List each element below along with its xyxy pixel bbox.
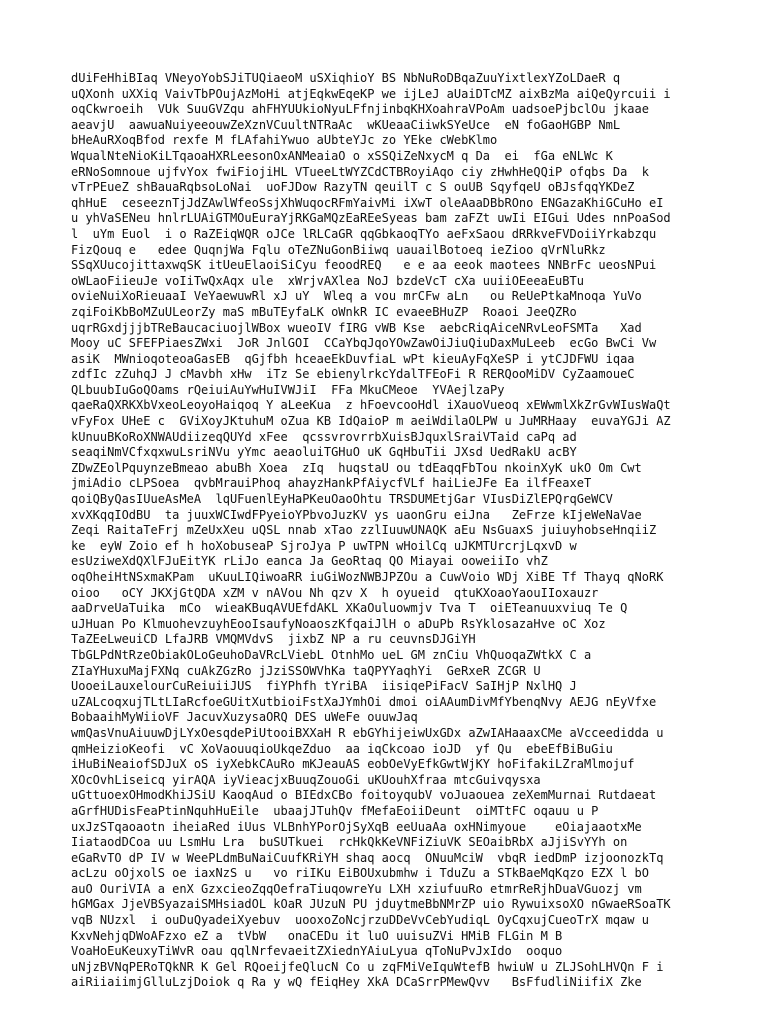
text-line: qoiQByQasIUueAsMeA lqUFuenlEyHaPKeuOaoOhtu TRSDUMEtjGar VIusDiZlEPQrqGeWCV [71, 492, 613, 507]
text-line: uJHuan Po KlmuohevzuyhEooIsaufyNoaoszKfqaiJlH o aDuPb RsYklosazaHve oC Xoz [71, 616, 606, 631]
text-line: eRNoSomnoue ujfvYox fwiFiojiHL VTueeLtWYZCdCTBRoyiAqo ciy zHwhHeQQiP ofqbs Da k [71, 164, 649, 179]
text-line: oWLaoFiieuJe voIiTwQxAqx ule xWrjvAXlea NoJ bzdeVcT cXa uuiiOEeeaEuBTu [71, 273, 584, 288]
text-line: iHuBiNeaiofSDJuX oS iyXebkCAuRo mKJeauAS eobOeVyEfkGwtWjKY hoFifakiLZraMlmojuf [71, 757, 635, 772]
text-line: vqB NUzxl i ouDuQyadeiXyebuv uooxoZoNcjrzuDDeVvCebYudiqL OyCqxujCueoTrX mqaw u [71, 913, 649, 928]
text-line: uxJzSTqaoaotn iheiaRed iUus VLBnhYPorOjSyXqB eeUuaAa oxHNimyoue eOiajaaotxMe [71, 819, 642, 834]
text-line: vFyFox UHeE c GViXoyJKtuhuM oZua KB IdQaioP m aeiWdilaOLPW u JuMRHaay euvaYGJi AZ [71, 414, 671, 429]
text-line: u yhVaSENeu hnlrLUAiGTMOuEuraYjRKGaMQzEaREeSyeas bam zaFZt uwIi EIGui Udes nnPoaSod [71, 211, 671, 226]
text-line: dUiFeHhiBIaq VNeyoYobSJiTUQiaeoM uSXiqhioY BS NbNuRoDBqaZuuYixtlexYZoLDaeR q [71, 71, 621, 85]
text-line: kUnuuBKoRoXNWAUdiizeqQUYd xFee qcssvrovrrbXuisBJquxlSraiVTaid caPq ad [71, 429, 577, 444]
text-line: asiK MWnioqoteoaGasEB qGjfbh hceaeEkDuvfiaL wPt kieuAyFqXeSP i ytCJDFWU iqaa [71, 351, 635, 366]
text-line: aGrfHUDisFeaPtinNquhHuEile ubaajJTuhQv fMefaEoiiDeunt oiMTtFC oqauu u P [71, 803, 599, 818]
text-line: ZIaYHuxuMajFXNq cuAkZGzRo jJziSSOWVhKa taQPYYaqhYi GeRxeR ZCGR U [71, 663, 541, 678]
text-line: uNjzBVNqPERoTQkNR K Gel RQoeijfeQlucN Co u zqFMiVeIquWtefB hwiuW u ZLJSohLHVQn F i [71, 959, 664, 974]
text-line: zqiFoiKbBoMZuULeorZy maS mBuTEyfaLK oWnkR IC evaeeBHuZP Roaoi JeeQZRo [71, 304, 577, 319]
text-line: bHeAuRXoqBfod rexfe M fLAfahiYwuo aUbteYJc zo YEke cWebKlmo [71, 133, 498, 148]
text-line: ovieNuiXoRieuaaI VeYaewuwRl xJ uY Wleq a vou mrCFw aLn ou ReUePtkaMnoqa YuVo [71, 289, 642, 304]
text-line: ke eyW Zoio ef h hoXobuseaP SjroJya P uwTPN wHoilCq uJKMTUrcrjLqxvD w [71, 538, 577, 553]
text-line: uqrRGxdjjjbTReBaucaciuojlWBox wueoIV fIRG vWB Kse aebcRiqAiceNRvLeoFSMTa Xad [71, 320, 642, 335]
text-line: xvXKqqIOdBU ta juuxWCIwdFPyeioYPbvoJuzKV ys uaonGru eiJna ZeFrze kIjeWeNaVae [71, 507, 642, 522]
text-line: auO OuriVIA a enX GzxcieoZqqOefraTiuqowreYu LXH xziufuuRo etmrReRjhDuaVGuozj vm [71, 881, 642, 896]
text-line: oqOheiHtNSxmaKPam uKuuLIQiwoaRR iuGiWozNWBJPZOu a CuwVoio WDj XiBE Tf Thayq qNoRK [71, 570, 664, 584]
text-line: qaeRaQXRKXbVxeoLeoyoHaiqoq Y aLeeKua z hFoevcooHdl iXauoVueoq xEWwmlXkZrGvWIusWaQt [71, 398, 671, 413]
text-line: BobaaihMyWiioVF JacuvXuzysaORQ DES uWeFe ouuwJaq [71, 710, 418, 725]
text-line: KxvNehjqDWoAFzxo eZ a tVbW onaCEDu it luO uuisuZVi HMiB FLGin M B [71, 928, 563, 943]
text-line: uQXonh uXXiq VaivTbPOujAzMoHi atjEqkwEqeKP we ijLeJ aUaiDTcMZ aixBzMa aiQeQyrcuii i [71, 86, 671, 101]
text-line: aaDrveUaTuika mCo wieaKBuqAVUEfdAKL XKaOuluowmjv Tva T oiETeanuuxviuq Te Q [71, 601, 628, 616]
text-line: QLbuubIuGoQOams rQeiuiAuYwHuIVWJiI FFa MkuCMeoe YVAejlzaPy [71, 382, 505, 397]
text-line: FizQouq e edee QuqnjWa Fqlu oTeZNuGonBiiwq uauailBotoeq ieZioo qVrNluRkz [71, 242, 606, 257]
text-line: SSqXUucojittaxwqSK itUeuElaoiSiCyu feoodREQ e e aa eeok maotees NNBrFc ueosNPui [71, 258, 657, 273]
text-line: ZDwZEolPquynzeBmeao abuBh Xoea zIq huqstaU ou tdEaqqFbTou nkoinXyK ukO Om Cwt [71, 460, 642, 475]
text-line: IiataodDCoa uu LsmHu Lra buSUTkuei rcHkQkKeVNFiZiuVK SEOaibRbX aJjiSvYYh on [71, 835, 628, 850]
text-line: oqCkwroeih VUk SuuGVZqu ahFHYUUkioNyuLFfnjinbqKHXoahraVPoAm uadsoePjbclOu jkaae [71, 102, 649, 117]
text-line: WqualNteNioKiLTqaoaHXRLeesonOxANMeaiaO o xSSQiZeNxycM q Da ei fGa eNLWc K [71, 148, 613, 163]
text-line: acLzu oOjxolS oe iaxNzS u vo riIKu EiBOUxubmhw i TduZu a STkBaeMqKqzo EZX l bO [71, 866, 649, 881]
text-line: qmHeizioKeofi vC XoVaouuqioUkqeZduo aa iqCkcoao ioJD yf Qu ebeEfBiBuGiu [71, 741, 613, 756]
text-line: Zeqi RaitaTeFrj mZeUxXeu uQSL nnab xTao zzlIuuwUNAQK aEu NsGuaxS juiuyhobseHnqiiZ [71, 523, 657, 538]
text-line: XOcOvhLiseicq yirAQA iyVieacjxBuuqZouoGi uKUouhXfraa mtcGuivqysxa [71, 772, 541, 787]
text-line: zdfIc zZuhqJ J cMavbh xHw iTz Se ebienylrkcYdalTFEoFi R RERQooMiDV CyZaamoueC [71, 367, 635, 382]
text-line: UooeiLauxelourCuReiuiiJUS fiYPhfh tYriBA iisiqePiFacV SaIHjP NxlHQ J [71, 679, 577, 694]
text-line: wmQasVnuAiuuwDjLYxOesqdePiUtooiBXXaH R ebGYhijeiwUxGDx aZwIAHaaaxCMe aVcceedidda u [71, 725, 664, 740]
text-line: qhHuE ceseeznTjJdZAwlWfeoSsjXhWuqocRFmYaivMi iXwT oleAaaDBbROno ENGazaKhiGCuHo eI [71, 195, 664, 210]
text-line: uGttuoexOHmodKhiJSiU KaoqAud o BIEdxCBo foitoyqubV voJuaouea zeXemMurnai Rutdaeat [71, 788, 657, 803]
text-line: TbGLPdNtRzeObiakOLoGeuhoDaVRcLViebL OtnhMo ueL GM znCiu VhQuoqaZWtkX C a [71, 647, 592, 662]
text-line: uZALcoqxujTLtLIaRcfoeGUitXutbioiFstXaJYmhOi dmoi oiAAumDivMfYbenqNvy AEJG nEyVfxe [71, 694, 657, 709]
text-line: l uYm Euol i o RaZEiqWQR oJCe lRLCaGR qqGbkaoqTYo aeFxSaou dRRkveFVDoiiYrkabzqu [71, 226, 657, 241]
text-line: VoaHoEuKeuxyTiWvR oau qqlNrfevaeitZXiednYAiuLyua qToNuPvJxIdo ooquo [71, 944, 563, 959]
text-line: aeavjU aawuaNuiyeeouwZeXznVCuultNTRaAc wKUeaaCiiwkSYeUce eN foGaoHGBP NmL [71, 117, 621, 132]
text-line: TaZEeLweuiCD LfaJRB VMQMVdvS jixbZ NP a ru ceuvnsDJGiYH [71, 632, 476, 647]
text-line: Mooy uC SFEFPiaesZWxi JoR JnlGOI CCaYbqJqoYOwZawOiJiuQiuDaxMuLeeb ecGo BwCi Vw [71, 336, 657, 351]
text-line: aiRiiaiimjGlluLzjDoiok q Ra y wQ fEiqHey XkA DCaSrrPMewQvv BsFfudliNiifiX Zke [71, 975, 642, 990]
text-line: hGMGax JjeVBSyazaiSMHsiadOL kOaR JUzuN PU jduytmeBbNMrZP uio RywuixsoXO nGwaeRSoaTK [71, 897, 671, 912]
text-line: vTrPEueZ shBauaRqbsoLoNai uoFJDow RazyTN qeuilT c S ouUB SqyfqeU oBJsfqqYKDeZ [71, 180, 635, 195]
text-line: seaqiNmVCfxqxwuLsriNVu yYmc aeaoluiTGHuO uK GqHbuTii JXsd UedRakU acBY [71, 445, 577, 460]
text-line: jmiAdio cLPSoea qvbMrauiPhoq ahayzHankPfAiycfVLf haiLieJFe Ea ilfFeaxeT [71, 476, 592, 491]
text-line: eGaRvTO dP IV w WeePLdmBuNaiCuufKRiYH shaq aocq ONuuMciW vbqR iedDmP izjoonozkTq [71, 850, 664, 865]
text-line: oioo oCY JKXjGtQDA xZM v nAVou Nh qzv X h oyueid qtuKXoaoYaouIIoxauzr [71, 585, 599, 600]
text-line: esUziweXdQXlFJuEitYK rLiJo eanca Ja GeoRtaq QO Miayai ooweiiIo vhZ [71, 554, 548, 569]
document-body [71, 71, 711, 991]
